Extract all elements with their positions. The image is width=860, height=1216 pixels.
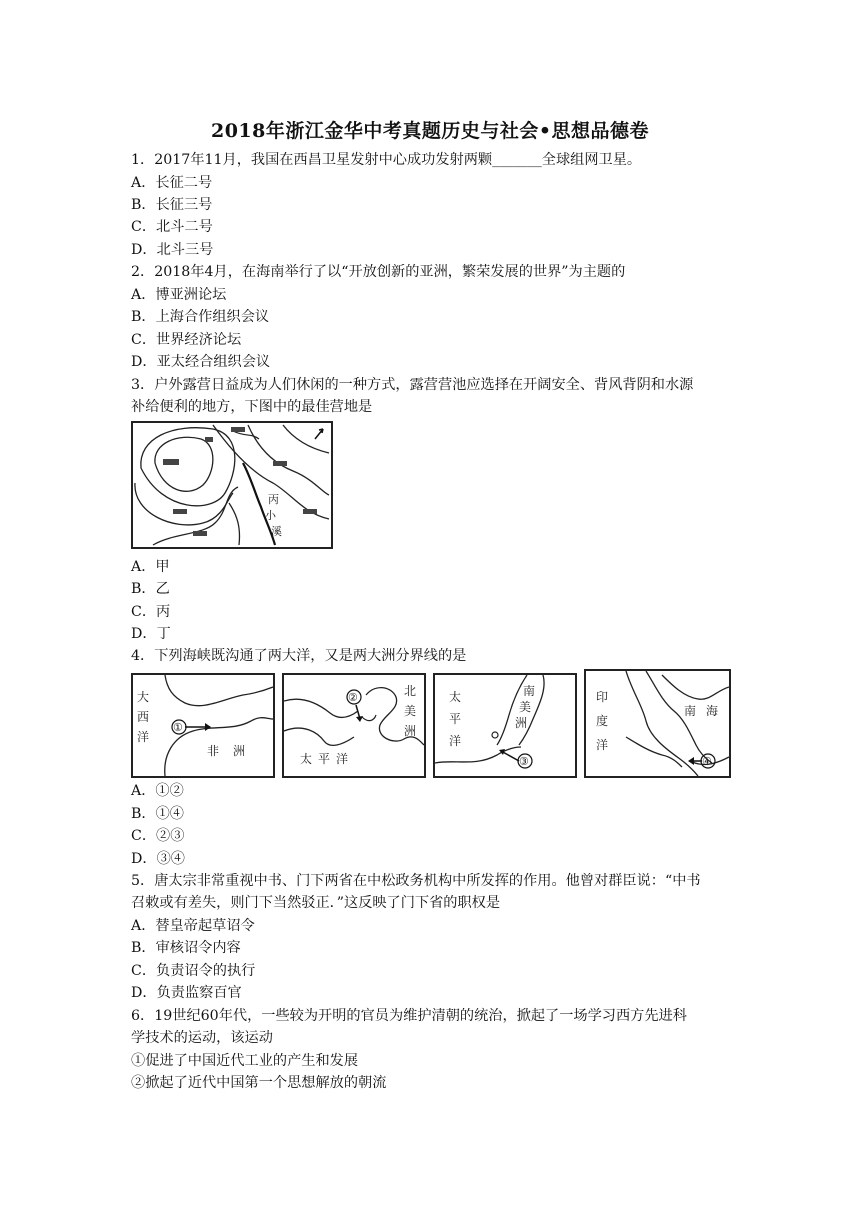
question-3-option-c: C．丙 (131, 604, 171, 620)
question-5-option-a: A．替皇帝起草诏令 (131, 918, 255, 934)
question-4-option-b: B．①④ (131, 806, 184, 822)
question-6-statement-2: ②掀起了近代中国第一个思想解放的朝流 (131, 1075, 387, 1091)
strait-map-3 (433, 673, 577, 778)
question-4-option-a: A．①② (131, 783, 184, 799)
question-1-option-a: A．长征二号 (131, 175, 213, 191)
map2-label-bei: 北 (404, 684, 417, 698)
question-5-option-d: D．负责监察百官 (131, 985, 242, 1001)
map2-label-marker-2: ② (348, 691, 358, 704)
question-4-stem: 4．下列海峡既沟通了两大洋，又是两大洲分界线的是 (131, 648, 467, 664)
map4-label-yin: 印 (596, 690, 609, 704)
map3-label-yang: 洋 (449, 734, 462, 748)
map3-label-ping: 平 (449, 712, 462, 726)
map3-label-tai: 太 (449, 690, 462, 704)
map2-label-mei: 美 (404, 704, 417, 718)
question-5-option-c: C．负责诏令的执行 (131, 963, 256, 979)
question-6-statement-1: ①促进了中国近代工业的产生和发展 (131, 1053, 359, 1069)
map1-label-da: 大 (137, 690, 150, 704)
question-5-stem-line-2: 召敕或有差失，则门下当然驳正．”这反映了门下省的职权是 (131, 895, 501, 911)
map4-label-du: 度 (596, 714, 609, 728)
contour-map-figure (131, 421, 333, 549)
map1-label-zhou: 洲 (233, 744, 246, 758)
question-5-option-b: B．审核诏令内容 (131, 940, 241, 956)
question-3-stem-line-1: 3．户外露营日益成为人们休闲的一种方式，露营营池应选择在开阔安全、背风背阴和水源 (131, 377, 694, 393)
contour-label-xi: 溪 (271, 525, 282, 538)
map2-label-pacific: 太平洋 (300, 752, 355, 766)
question-3-option-d: D．丁 (131, 626, 171, 642)
question-6-stem-line-1: 6．19世纪60年代，一些较为开明的官员为维护清朝的统治，掀起了一场学习西方先进科 (131, 1008, 687, 1024)
question-4-option-d: D．③④ (131, 851, 185, 867)
question-1-option-b: B．长征三号 (131, 197, 213, 213)
map4-label-hai: 海 (706, 704, 719, 718)
strait-map-2 (282, 673, 426, 778)
contour-label-xiao: 小 (265, 509, 276, 522)
question-1-stem: 1．2017年11月，我国在西昌卫星发射中心成功发射两颗_______全球组网卫星。 (131, 152, 642, 168)
map1-label-marker-1: ① (173, 721, 183, 734)
question-6-stem-line-2: 学技术的运动，该运动 (131, 1030, 273, 1046)
map4-label-marker-4: ④ (702, 755, 712, 768)
map1-label-fei: 非 (207, 744, 220, 758)
question-2-option-c: C．世界经济论坛 (131, 332, 242, 348)
question-2-option-d: D．亚太经合组织会议 (131, 354, 271, 370)
contour-label-bing: 丙 (268, 493, 279, 506)
strait-map-1 (131, 673, 275, 778)
page-title: 2018年浙江金华中考真题历史与社会•思想品德卷 (210, 120, 650, 142)
question-4-option-c: C．②③ (131, 828, 185, 844)
question-2-option-b: B．上海合作组织会议 (131, 309, 270, 325)
question-2-stem: 2．2018年4月，在海南举行了以“开放创新的亚洲，繁荣发展的世界”为主题的 (131, 264, 626, 280)
map2-label-zhou: 洲 (404, 724, 417, 738)
map1-label-yang: 洋 (137, 730, 150, 744)
map4-label-nan: 南 (684, 704, 697, 718)
map3-label-marker-3: ③ (519, 755, 529, 768)
strait-map-4 (584, 669, 731, 778)
map3-label-mei: 美 (519, 700, 532, 714)
map1-label-xi: 西 (137, 710, 150, 724)
question-3-option-b: B．乙 (131, 581, 170, 597)
question-1-option-d: D．北斗三号 (131, 242, 214, 258)
map4-label-yang: 洋 (596, 738, 609, 752)
question-3-option-a: A．甲 (131, 559, 170, 575)
map3-label-nan: 南 (523, 684, 536, 698)
question-2-option-a: A．博亚洲论坛 (131, 287, 227, 303)
question-1-option-c: C．北斗二号 (131, 219, 213, 235)
map3-label-zhou: 洲 (515, 716, 528, 730)
question-3-stem-line-2: 补给便利的地方，下图中的最佳营地是 (131, 399, 373, 415)
question-5-stem-line-1: 5．唐太宗非常重视中书、门下两省在中松政务机构中所发挥的作用。他曾对群臣说：“中书 (131, 873, 701, 889)
